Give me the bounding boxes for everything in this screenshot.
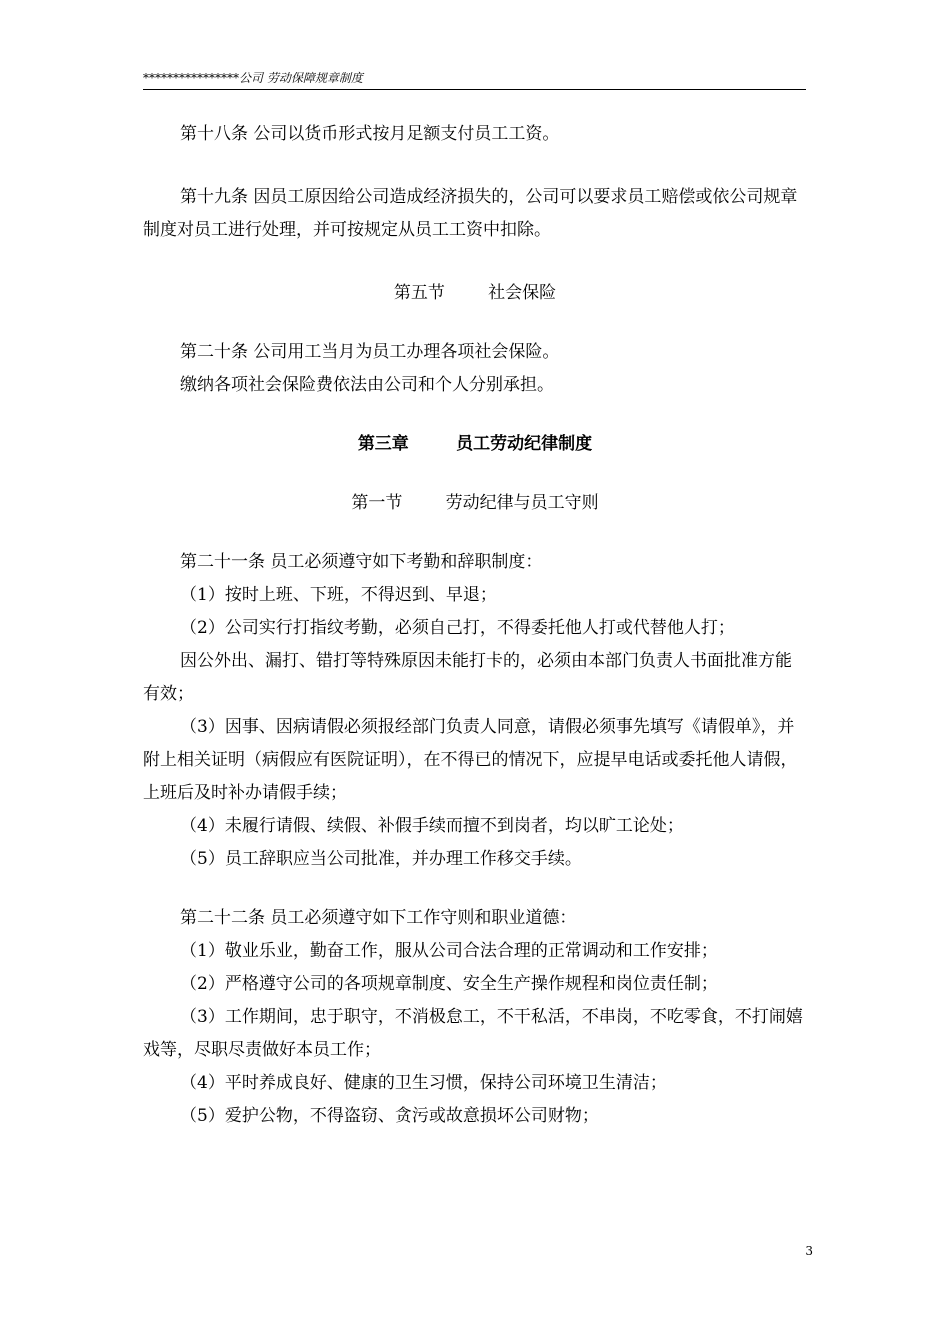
article-18: 第十八条 公司以货币形式按月足额支付员工工资。 [180, 124, 560, 144]
list-item: （3）因事、因病请假必须报经部门负责人同意，请假必须事先填写《请假单》，并附上相关证明（病假应有医院证明），在不得已的情况下，应提早电话或委托他人请假，上班后及时补办请假手续； [143, 717, 798, 803]
list-item: （1）敬业乐业，勤奋工作，服从公司合法合理的正常调动和工作安排； [180, 941, 718, 961]
section-1-title: 第一节 劳动纪律与员工守则 [351, 493, 599, 513]
article-22: 第二十二条 员工必须遵守如下工作守则和职业道德： [180, 908, 577, 928]
spacer [143, 402, 807, 428]
spacer [143, 310, 807, 336]
list-item: 因公外出、漏打、错打等特殊原因未能打卡的，必须由本部门负责人书面批准方能有效； [143, 651, 792, 704]
list-item: （5）爱护公物，不得盗窃、贪污或故意损坏公司财物； [180, 1106, 599, 1126]
article-20: 第二十条 公司用工当月为员工办理各项社会保险。 [180, 342, 560, 362]
page-number: 3 [805, 1244, 813, 1258]
list-item: （2）严格遵守公司的各项规章制度、安全生产操作规程和岗位责任制； [180, 974, 718, 994]
document-body [143, 118, 807, 1133]
article-19: 第十九条 因员工原因给公司造成经济损失的，公司可以要求员工赔偿或依公司规章制度对员工进行处理，并可按规定从员工工资中扣除。 [143, 187, 798, 240]
spacer [143, 520, 807, 546]
running-header: ****************公司 劳动保障规章制度 [143, 71, 363, 85]
list-item: （5）员工辞职应当公司批准，并办理工作移交手续。 [180, 849, 582, 869]
list-item: （4）平时养成良好、健康的卫生习惯，保持公司环境卫生清洁； [180, 1073, 667, 1093]
list-item: （1）按时上班、下班，不得迟到、早退； [180, 585, 497, 605]
header-divider [143, 89, 806, 90]
spacer [143, 247, 807, 277]
article-20-note: 缴纳各项社会保险费依法由公司和个人分别承担。 [180, 375, 554, 395]
spacer [143, 151, 807, 181]
list-item: （2）公司实行打指纹考勤，必须自己打，不得委托他人打或代替他人打； [180, 618, 735, 638]
chapter-3-title: 第三章 员工劳动纪律制度 [357, 434, 593, 454]
spacer [143, 876, 807, 902]
list-item: （4）未履行请假、续假、补假手续而擅不到岗者，均以旷工论处； [180, 816, 684, 836]
section-5-title: 第五节 社会保险 [393, 283, 557, 303]
spacer [143, 461, 807, 487]
article-21: 第二十一条 员工必须遵守如下考勤和辞职制度： [180, 552, 543, 572]
list-item: （3）工作期间，忠于职守，不消极怠工，不干私活，不串岗，不吃零食，不打闹嬉戏等，尽职尽责做好本员工作； [143, 1007, 803, 1060]
